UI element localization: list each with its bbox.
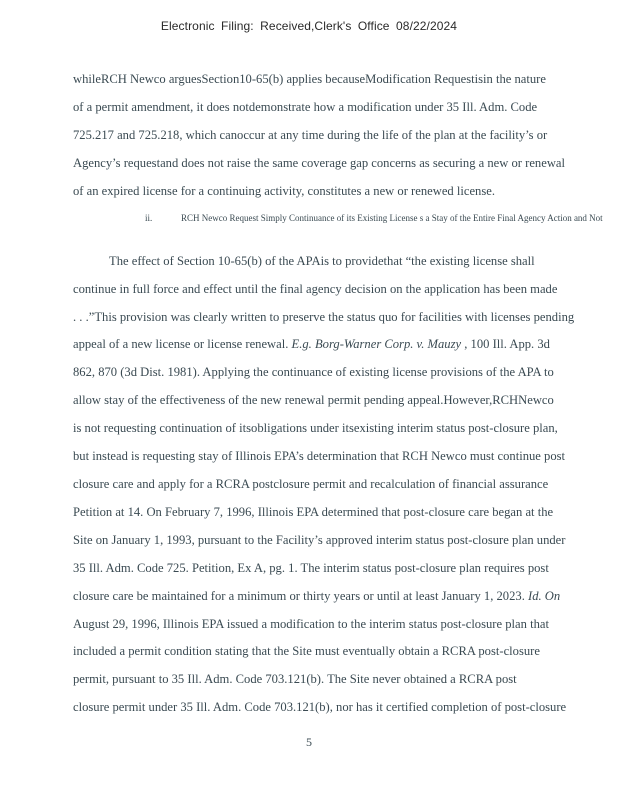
text-line: included a permit condition stating that the Site must eventually obtain a RCRA post-closure [73, 644, 540, 658]
text-line: 725.217 and 725.218, which canoccur at any time during the life of the plan at the facility’s or [73, 128, 548, 142]
text-line: Site on January 1, 1993, pursuant to the Facility’s approved interim status post-closure plan under [73, 533, 566, 547]
text-line: permit, pursuant to 35 Ill. Adm. Code 703.121(b). The Site never obtained a RCRA post [73, 672, 517, 686]
text-line: whileRCH Newco arguesSection10-65(b) applies becauseModification Requestisin the nature [73, 72, 546, 86]
id-citation: Id. On [528, 589, 561, 603]
text-line: but instead is requesting stay of Illinois EPA’s determination that RCH Newco must continue post [73, 449, 566, 463]
text-line [73, 588, 560, 604]
text-line: Agency’s requestand does not raise the same coverage gap concerns as securing a new or renewal [73, 156, 566, 170]
text-line: continue in full force and effect until the final agency decision on the application has been made [73, 282, 558, 296]
text-line: The effect of Section 10-65(b) of the APAis to providethat “the existing license shall [109, 254, 535, 268]
text-line: 862, 870 (3d Dist. 1981). Applying the continuance of existing license provisions of the APA to [73, 365, 554, 379]
section-number: ii. [145, 213, 153, 223]
text-segment: closure care be maintained for a minimum or thirty years or until at least January 1, 2023. [73, 589, 528, 603]
text-line: of a permit amendment, it does notdemonstrate how a modification under 35 Ill. Adm. Code [73, 100, 538, 114]
text-line: 35 Ill. Adm. Code 725. Petition, Ex A, pg. 1. The interim status post-closure plan requires post [73, 561, 549, 575]
case-citation: E.g. Borg-Warner Corp. v. Mauzy [291, 337, 462, 351]
text-line: closure care and apply for a RCRA postclosure permit and recalculation of financial assurance [73, 477, 549, 491]
page-number: 5 [306, 735, 312, 749]
text-line: closure permit under 35 Ill. Adm. Code 703.121(b), nor has it certified completion of post-closure [73, 700, 567, 714]
filing-header: Electronic Filing: Received,Clerk's Office 08/22/2024 [160, 19, 458, 33]
text-line [73, 336, 550, 352]
text-line: . . .”This provision was clearly written to preserve the status quo for facilities with licenses pending [73, 310, 575, 324]
text-line: Petition at 14. On February 7, 1996, Illinois EPA determined that post-closure care began at the [73, 505, 554, 519]
section-title: RCH Newco Request Simply Continuance of its Existing License s a Stay of the Entire Final Agency Action and Not [181, 213, 603, 223]
text-line: August 29, 1996, Illinois EPA issued a modification to the interim status post-closure plan that [73, 617, 549, 631]
text-line: allow stay of the effectiveness of the new renewal permit pending appeal.However,RCHNewco [73, 393, 554, 407]
text-segment: , 100 Ill. App. 3d [461, 337, 550, 351]
text-segment: appeal of a new license or license renewal. [73, 337, 292, 351]
text-line: is not requesting continuation of itsobligations under itsexisting interim status post-closure plan, [73, 421, 558, 435]
text-line: of an expired license for a continuing activity, constitutes a new or renewed license. [73, 184, 495, 198]
